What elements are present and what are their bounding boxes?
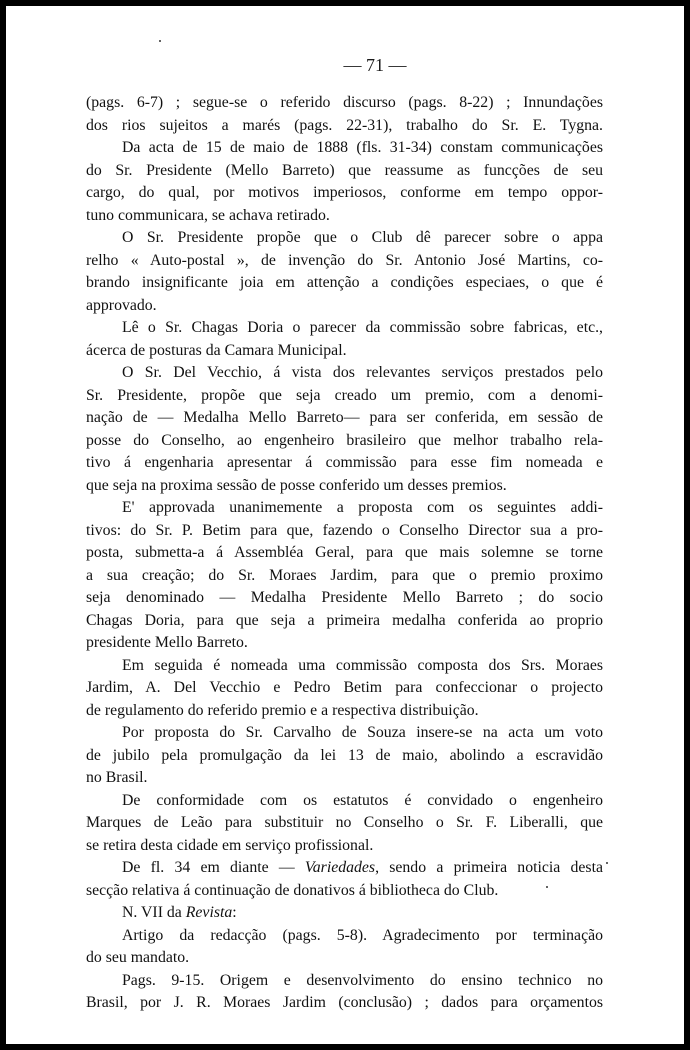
text-line: cargo, do qual, por motivos imperiosos, conforme em tempo oppor- <box>86 184 603 201</box>
text-line: relho « Auto-postal », de invenção do Sr. Antonio José Martins, co- <box>86 251 603 269</box>
text-line: De conformidade com os estatutos é convidado o engenheiro <box>122 791 603 809</box>
text-line: Jardim, A. Del Vecchio e Pedro Betim para confeccionar o projecto <box>86 679 603 696</box>
ink-speck <box>546 886 548 888</box>
text-line: de jubilo pela promulgação da lei 13 de maio, abolindo a escravidão <box>86 746 603 764</box>
text-line: Brasil, por J. R. Moraes Jardim (conclusão) ; dados para orçamentos <box>86 994 603 1011</box>
text-line: tivo á engenharia apresentar á commissão para esse fim nomeada e <box>86 454 603 471</box>
text-line: (pags. 6-7) ; segue-se o referido discurso (pags. 8-22) ; Innundações <box>86 94 603 111</box>
text-line: ácerca de posturas da Camara Municipal. <box>86 341 347 359</box>
text-line: no Brasil. <box>86 769 148 786</box>
text-line: nação de — Medalha Mello Barreto— para ser conferida, em sessão de <box>86 409 603 426</box>
body-text <box>86 92 603 1015</box>
text-line: O Sr. Del Vecchio, á vista dos relevantes serviços prestados pelo <box>122 364 603 381</box>
text-line: do seu mandato. <box>86 949 190 966</box>
text-line: Artigo da redacção (pags. 5-8). Agradecimento por terminação <box>122 926 603 944</box>
ink-speck <box>159 40 161 42</box>
text-line: brando insignificante joia em attenção a condições especiaes, o que é <box>86 274 603 291</box>
text-line: Marques de Leão para substituir no Conselho o Sr. F. Liberalli, que <box>86 814 603 831</box>
text-line: Sr. Presidente, propõe que seja creado um premio, com a denomi- <box>86 386 603 404</box>
text-line: a sua creação; do Sr. Moraes Jardim, para que o premio proximo <box>86 566 603 584</box>
text-line: Por proposta do Sr. Carvalho de Souza insere-se na acta um voto <box>122 724 603 741</box>
text-line: do Sr. Presidente (Mello Barreto) que reassume as funcções de seu <box>86 161 603 179</box>
text-line: tuno communicara, se achava retirado. <box>86 206 330 224</box>
text-line: O Sr. Presidente propõe que o Club dê parecer sobre o appa <box>122 229 603 246</box>
text-line: Chagas Doria, para que seja a primeira medalha conferida ao proprio <box>86 611 603 629</box>
ink-speck <box>606 862 608 864</box>
page-number: — 71 — <box>343 55 407 75</box>
text-line: seja denominado — Medalha Presidente Mello Barreto ; do socio <box>86 589 603 606</box>
text-line: N. VII da Revista: <box>122 904 237 921</box>
text-line: Em seguida é nomeada uma commissão composta dos Srs. Moraes <box>122 656 603 674</box>
text-line: Da acta de 15 de maio de 1888 (fls. 31-34) constam communicações <box>122 139 603 156</box>
text-line: Pags. 9-15. Origem e desenvolvimento do ensino technico no <box>122 971 603 989</box>
text-line: tivos: do Sr. P. Betim para que, fazendo o Conselho Director sua a pro- <box>86 521 603 539</box>
text-line: secção relativa á continuação de donativos á bibliotheca do Club. <box>86 881 499 899</box>
document-page <box>6 6 684 1044</box>
text-line: Lê o Sr. Chagas Doria o parecer da commissão sobre fabricas, etc., <box>122 319 603 336</box>
text-line: posta, submetta-a á Assembléa Geral, para que mais solemne se torne <box>86 544 603 561</box>
text-line: E' approvada unanimemente a proposta com os seguintes addi- <box>122 499 603 516</box>
text-line: posse do Conselho, ao engenheiro brasileiro que melhor trabalho rela- <box>86 431 603 449</box>
text-line: approvado. <box>86 296 157 314</box>
text-line: dos rios sujeitos a marés (pags. 22-31), trabalho do Sr. E. Tygna. <box>86 116 603 134</box>
text-line: que seja na proxima sessão de posse conferido um desses premios. <box>86 476 507 494</box>
text-line: de regulamento do referido premio e a respectiva distribuição. <box>86 701 479 719</box>
text-line: se retira desta cidade em serviço profissional. <box>86 836 374 854</box>
text-line: De fl. 34 em diante — Variedades, sendo a primeira noticia desta <box>122 859 603 876</box>
text-line: presidente Mello Barreto. <box>86 634 248 651</box>
